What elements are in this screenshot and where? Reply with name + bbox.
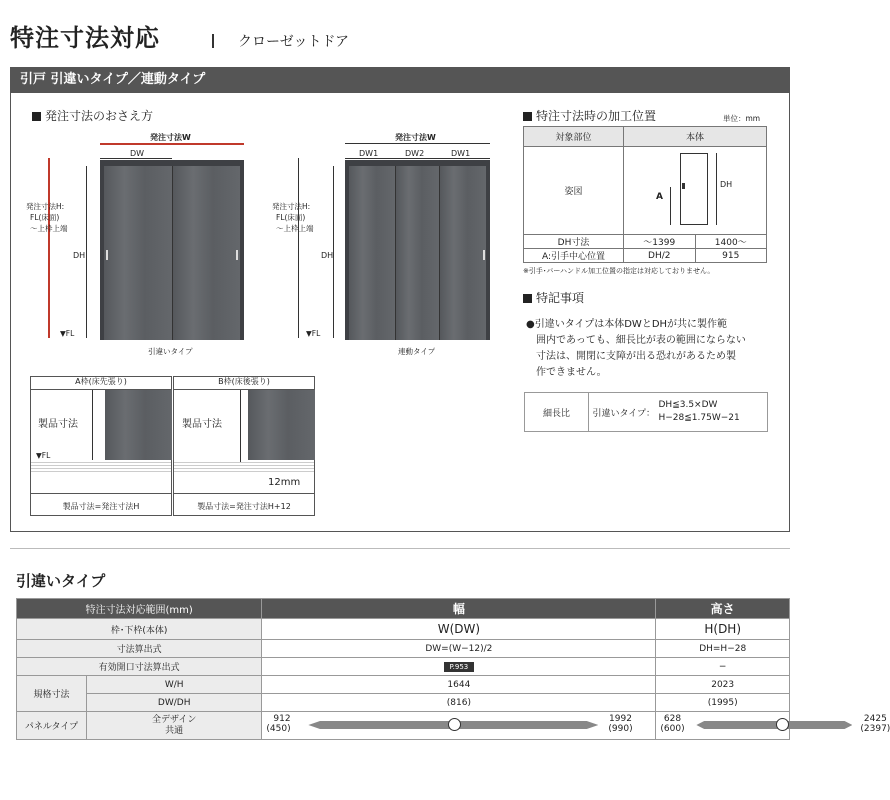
row-label: 枠･下枠(本体) (17, 619, 262, 640)
square-bullet-icon (523, 112, 532, 121)
ratio-formula-2: H−28≦1.75W−21 (658, 413, 740, 423)
floor-hatch (31, 462, 171, 472)
cell: 1644 (262, 676, 656, 694)
ratio-label: 細長比 (525, 393, 589, 432)
value: (450) (266, 723, 291, 734)
note-line: 寸法は、開閉に支障が出る恐れがあるため製 (536, 351, 736, 362)
height-note: 〜上枠上端 (276, 224, 314, 233)
door-section (248, 390, 315, 460)
floor-level-label: ▼FL (36, 451, 51, 460)
row-label: 有効開口寸法算出式 (17, 658, 262, 676)
product-size-label: 製品寸法 (182, 419, 222, 430)
page-title: 特注寸法対応 (10, 24, 160, 52)
cell: DW=(W−12)/2 (262, 640, 656, 658)
dw1-label: DW1 (359, 149, 379, 158)
door-section (105, 390, 172, 460)
row-label: A:引手中心位置 (524, 249, 624, 263)
cell: 2023 (656, 676, 790, 694)
col-header: 本体 (624, 127, 767, 147)
square-bullet-icon (523, 294, 532, 303)
a-dimension-line (670, 187, 671, 225)
height-note: FL(床面) (30, 213, 60, 222)
ratio-table (524, 392, 768, 432)
height-range-marker (776, 718, 789, 731)
row-label: DH寸法 (524, 235, 624, 249)
value: 912 (273, 714, 291, 724)
height-header: 高さ (656, 599, 790, 619)
position-a-label: A (656, 192, 663, 202)
dw2-label: DW2 (405, 149, 425, 158)
section-label: 発注寸法のおさえ方 (45, 109, 154, 123)
spec-label: 規格寸法 (17, 676, 87, 712)
door-handle (483, 250, 485, 260)
cell: W(DW) (262, 619, 656, 640)
size-dimension-line (92, 390, 93, 460)
ratio-formulas (659, 393, 768, 432)
note-line: ●引違いタイプは本体DWとDHが共に製作範 (526, 319, 728, 330)
floor-level-label: ▼FL (306, 329, 321, 338)
body-figure (624, 147, 767, 235)
note-line: 作できません。 (536, 367, 607, 378)
page-subtitle: クローゼットドア (238, 34, 350, 50)
dw-dimension-line (345, 158, 490, 159)
section-heading-order-size (32, 110, 153, 122)
processing-table (523, 126, 767, 263)
height-note: FL(床面) (276, 213, 306, 222)
value: 628 (663, 714, 682, 724)
cell: − (656, 658, 790, 676)
height-dimension-line (48, 158, 50, 338)
width-dimension-line (345, 143, 490, 144)
height-note: 〜上枠上端 (30, 224, 68, 233)
offset-dimension: 12mm (268, 477, 301, 488)
cell: 〜1399 (624, 235, 696, 249)
page-ref-badge[interactable]: P.953 (444, 662, 475, 672)
dh-label: DH (73, 251, 86, 260)
floor-hatch (174, 462, 314, 472)
door-outline (680, 153, 708, 225)
dh-dimension-line (716, 153, 717, 225)
section-heading-processing (523, 110, 656, 122)
width-range-cell (262, 712, 656, 740)
door-panel-left (104, 166, 172, 340)
dw1-label: DW1 (451, 149, 471, 158)
height-max (860, 715, 890, 735)
value: (600) (660, 723, 685, 734)
processing-note: ※引手･バーハンドル加工位置の指定は対応しておりません。 (523, 267, 715, 275)
section-divider (10, 548, 790, 549)
cell: (816) (262, 694, 656, 712)
order-width-label: 発注寸法W (395, 133, 436, 142)
panel-type-label: パネルタイプ (17, 712, 87, 740)
ratio-formula-1: DH≦3.5×DW (658, 400, 718, 411)
cell: DH/2 (624, 249, 696, 263)
label-line: 全デザイン (152, 714, 197, 725)
door-panel (439, 166, 486, 340)
frame-b-title: B枠(床後張り) (218, 377, 270, 386)
value: (2397) (860, 723, 890, 734)
door-panel (395, 166, 439, 340)
row-label: W/H (87, 676, 262, 694)
ratio-type: 引違いタイプ： (589, 393, 659, 432)
divider (30, 493, 172, 494)
section-label: 特注寸法時の加工位置 (536, 109, 657, 123)
figure-label: 姿図 (524, 147, 624, 235)
diagram-caption: 連動タイプ (398, 347, 436, 356)
width-max (608, 715, 632, 735)
section-heading-notes (523, 292, 584, 304)
value: (990) (608, 723, 633, 734)
height-range-cell (656, 712, 890, 740)
width-min (266, 715, 290, 735)
width-range-marker (448, 718, 461, 731)
door-panel-right (172, 166, 240, 340)
product-size-label: 製品寸法 (38, 419, 78, 430)
all-design-label (87, 712, 262, 740)
frame-b-formula: 製品寸法=発注寸法H+12 (197, 502, 291, 511)
title-divider (212, 34, 214, 48)
door-handle (106, 250, 108, 260)
order-height-label: 発注寸法H: (272, 202, 311, 211)
dw-dimension-line (100, 158, 172, 159)
dw-label: DW (130, 149, 145, 158)
dh-label: DH (720, 180, 733, 189)
width-header: 幅 (262, 599, 656, 619)
value: 2425 (863, 714, 887, 724)
order-width-label: 発注寸法W (150, 133, 191, 142)
frame-a-formula: 製品寸法=発注寸法H (62, 502, 140, 511)
dh-label: DH (321, 251, 334, 260)
range-table (16, 598, 890, 740)
cell: H(DH) (656, 619, 790, 640)
row-label: DW/DH (87, 694, 262, 712)
height-min (660, 715, 684, 735)
unit-label: 単位：mm (723, 114, 761, 123)
bottom-heading: 引違いタイプ (16, 572, 106, 590)
section-label: 特記事項 (536, 291, 585, 305)
floor-level-label: ▼FL (60, 329, 75, 338)
divider (173, 493, 315, 494)
cell: 915 (695, 249, 767, 263)
height-dimension-line (298, 158, 299, 338)
row-label: 寸法算出式 (17, 640, 262, 658)
col-header: 対象部位 (524, 127, 624, 147)
square-bullet-icon (32, 112, 41, 121)
cell: DH=H−28 (656, 640, 790, 658)
note-line: 囲内であっても、細長比が表の範囲にならない (536, 335, 746, 346)
diagram-caption: 引違いタイプ (148, 347, 193, 356)
width-dimension-line (100, 143, 244, 145)
size-dimension-line (240, 390, 241, 470)
height-range-bar (696, 721, 852, 729)
order-height-label: 発注寸法H: (26, 202, 65, 211)
label-line: 共通 (165, 725, 184, 736)
panel-heading: 引戸 引違いタイプ／連動タイプ (10, 67, 790, 93)
cell: (1995) (656, 694, 790, 712)
page-ref-cell (262, 658, 656, 676)
dh-dimension-line (86, 166, 87, 338)
value: 1992 (609, 714, 632, 724)
door-panel (349, 166, 395, 340)
cell: 1400〜 (695, 235, 767, 249)
range-header: 特注寸法対応範囲(mm) (17, 599, 262, 619)
door-handle (236, 250, 238, 260)
handle-mark (682, 183, 685, 189)
frame-a-title: A枠(床先張り) (75, 377, 127, 386)
